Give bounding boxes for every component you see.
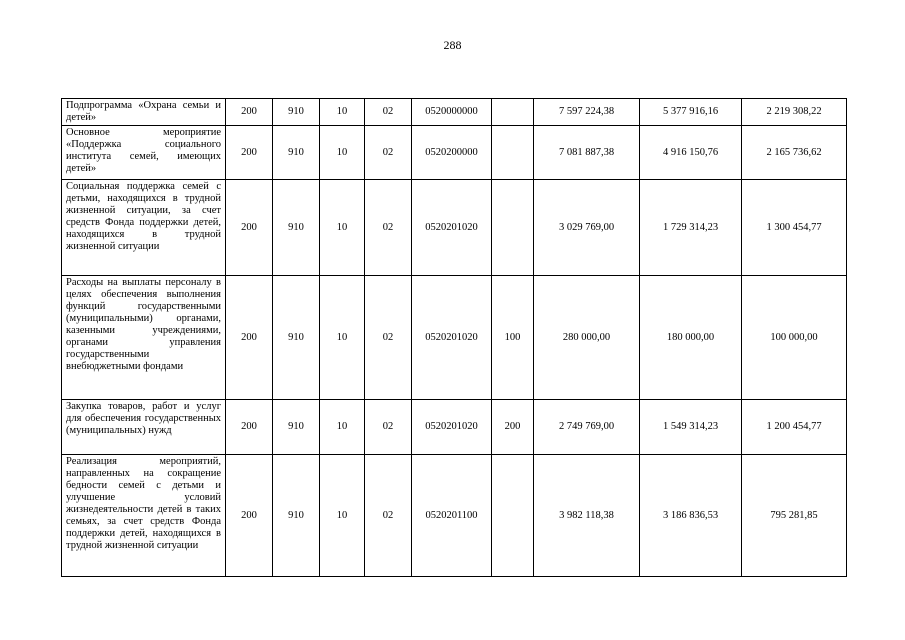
cell-sum-3: 795 281,85 bbox=[742, 455, 847, 577]
cell-sum-total: 7 081 887,38 bbox=[534, 126, 640, 180]
cell-col4: 02 bbox=[365, 180, 412, 276]
cell-expense-type bbox=[492, 99, 534, 126]
cell-col4: 02 bbox=[365, 400, 412, 455]
cell-sum-2: 4 916 150,76 bbox=[640, 126, 742, 180]
cell-col1: 200 bbox=[226, 276, 273, 400]
cell-expense-type bbox=[492, 455, 534, 577]
table-row bbox=[62, 99, 847, 126]
cell-expense-type: 100 bbox=[492, 276, 534, 400]
row-name: Основное мероприятие «Поддержка социального института семей, имеющих детей» bbox=[62, 126, 226, 180]
cell-col1: 200 bbox=[226, 99, 273, 126]
cell-col2: 910 bbox=[273, 400, 320, 455]
cell-sum-total: 7 597 224,38 bbox=[534, 99, 640, 126]
cell-col1: 200 bbox=[226, 180, 273, 276]
cell-col3: 10 bbox=[320, 99, 365, 126]
cell-sum-total: 3 029 769,00 bbox=[534, 180, 640, 276]
cell-col4: 02 bbox=[365, 126, 412, 180]
row-name: Подпрограмма «Охрана семьи и детей» bbox=[62, 99, 226, 126]
cell-col3: 10 bbox=[320, 276, 365, 400]
cell-col2: 910 bbox=[273, 99, 320, 126]
cell-sum-total: 3 982 118,38 bbox=[534, 455, 640, 577]
cell-sum-3: 100 000,00 bbox=[742, 276, 847, 400]
cell-sum-total: 280 000,00 bbox=[534, 276, 640, 400]
page-number: 288 bbox=[443, 38, 462, 52]
cell-col3: 10 bbox=[320, 126, 365, 180]
cell-target-code: 0520200000 bbox=[412, 126, 492, 180]
cell-sum-3: 2 219 308,22 bbox=[742, 99, 847, 126]
row-name: Расходы на выплаты персоналу в целях обеспечения выполнения функций государственными (муниципальными) органами, казенными учреждениями, органами управления государственными внебюджетными фондами bbox=[62, 276, 226, 400]
cell-col1: 200 bbox=[226, 126, 273, 180]
cell-sum-3: 1 300 454,77 bbox=[742, 180, 847, 276]
table-row bbox=[62, 180, 847, 276]
row-name: Социальная поддержка семей с детьми, находящихся в трудной жизненной ситуации, за счет средств Фонда поддержки детей, находящихся в трудной жизненной ситуации bbox=[62, 180, 226, 276]
cell-col2: 910 bbox=[273, 180, 320, 276]
cell-col3: 10 bbox=[320, 180, 365, 276]
cell-target-code: 0520201020 bbox=[412, 400, 492, 455]
cell-sum-2: 1 729 314,23 bbox=[640, 180, 742, 276]
cell-target-code: 0520201020 bbox=[412, 180, 492, 276]
cell-col4: 02 bbox=[365, 276, 412, 400]
cell-target-code: 0520201020 bbox=[412, 276, 492, 400]
table-row bbox=[62, 126, 847, 180]
cell-sum-3: 2 165 736,62 bbox=[742, 126, 847, 180]
table-row bbox=[62, 400, 847, 455]
cell-target-code: 0520201100 bbox=[412, 455, 492, 577]
cell-col3: 10 bbox=[320, 400, 365, 455]
cell-col2: 910 bbox=[273, 126, 320, 180]
cell-sum-2: 1 549 314,23 bbox=[640, 400, 742, 455]
table-row bbox=[62, 276, 847, 400]
cell-target-code: 0520000000 bbox=[412, 99, 492, 126]
row-name: Закупка товаров, работ и услуг для обеспечения государственных (муниципальных) нужд bbox=[62, 400, 226, 455]
cell-sum-total: 2 749 769,00 bbox=[534, 400, 640, 455]
cell-sum-2: 180 000,00 bbox=[640, 276, 742, 400]
cell-col4: 02 bbox=[365, 455, 412, 577]
cell-col4: 02 bbox=[365, 99, 412, 126]
cell-col1: 200 bbox=[226, 400, 273, 455]
cell-sum-2: 5 377 916,16 bbox=[640, 99, 742, 126]
cell-expense-type bbox=[492, 180, 534, 276]
cell-col2: 910 bbox=[273, 276, 320, 400]
row-name: Реализация мероприятий, направленных на сокращение бедности семей с детьми и улучшение условий жизнедеятельности детей в таких семьях, за счет средств Фонда поддержки детей, находящихся в трудной жизненной ситуации bbox=[62, 455, 226, 577]
cell-col1: 200 bbox=[226, 455, 273, 577]
cell-sum-2: 3 186 836,53 bbox=[640, 455, 742, 577]
cell-expense-type: 200 bbox=[492, 400, 534, 455]
budget-table bbox=[61, 98, 847, 577]
table-row bbox=[62, 455, 847, 577]
cell-sum-3: 1 200 454,77 bbox=[742, 400, 847, 455]
cell-expense-type bbox=[492, 126, 534, 180]
cell-col2: 910 bbox=[273, 455, 320, 577]
cell-col3: 10 bbox=[320, 455, 365, 577]
